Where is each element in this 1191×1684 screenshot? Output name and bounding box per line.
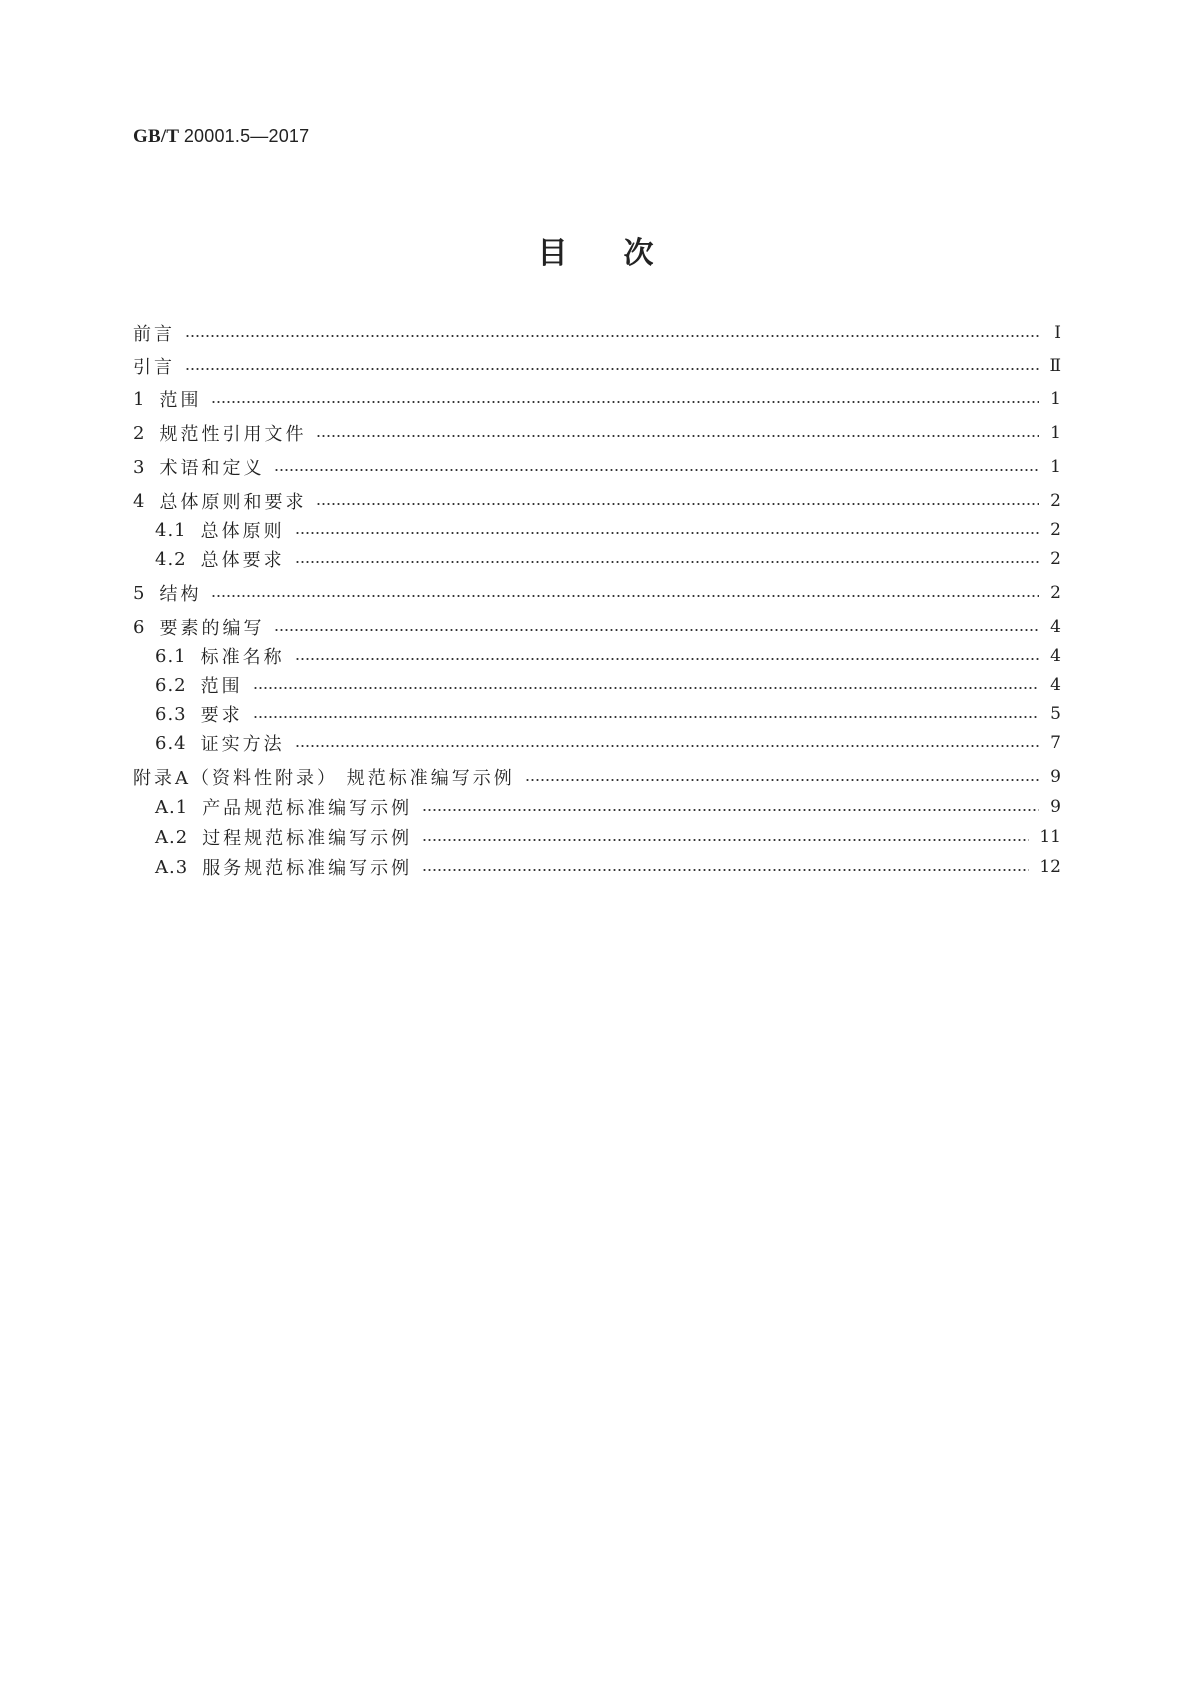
dot-leader: [295, 745, 1039, 747]
page-title: 目次: [537, 236, 710, 271]
toc-item-title: 前言: [133, 324, 175, 345]
toc-item-number: 6.4: [155, 732, 187, 754]
dot-leader: [274, 469, 1039, 471]
toc-item-page: 7: [1050, 733, 1061, 753]
toc-item-foreword[interactable]: [133, 320, 1061, 346]
toc-item-annex-a[interactable]: [133, 764, 1061, 790]
toc-item-number: 6.1: [155, 645, 187, 667]
toc-item-4[interactable]: [133, 488, 1061, 514]
toc-item-1[interactable]: [133, 386, 1061, 412]
toc-item-page: 11: [1039, 827, 1061, 847]
toc-item-page: 1: [1050, 423, 1061, 443]
toc-item-number: 2: [133, 422, 146, 444]
toc-item-title: 总体原则: [200, 521, 285, 542]
toc-item-title: 附录A（资料性附录） 规范标准编写示例: [133, 768, 515, 789]
toc-item-6-2[interactable]: [155, 672, 1061, 698]
standard-prefix: GB/T: [133, 126, 179, 147]
toc-item-title: 产品规范标准编写示例: [202, 798, 413, 819]
toc-item-page: 2: [1050, 549, 1061, 569]
toc-item-page: Ⅰ: [1054, 323, 1061, 343]
toc-item-number: 6: [133, 616, 146, 638]
toc-item-title: 要素的编写: [159, 618, 265, 639]
dot-leader: [422, 809, 1039, 811]
toc-item-6-1[interactable]: [155, 643, 1061, 669]
toc-item-title: 过程规范标准编写示例: [202, 828, 413, 849]
toc-item-page: 2: [1050, 491, 1061, 511]
toc-item-page: 9: [1050, 767, 1061, 787]
toc-item-page: 1: [1050, 389, 1061, 409]
toc-item-number: A.2: [155, 826, 189, 848]
toc-item-page: 2: [1050, 520, 1061, 540]
toc-item-page: Ⅱ: [1049, 356, 1061, 376]
toc-item-title: 要求: [200, 705, 243, 726]
toc-item-number: 6.3: [155, 703, 187, 725]
toc-item-title: 规范性引用文件: [159, 424, 307, 445]
dot-leader: [316, 435, 1039, 437]
toc-item-page: 4: [1050, 675, 1061, 695]
toc-item-title: 范围: [200, 676, 243, 697]
toc-item-page: 4: [1050, 646, 1061, 666]
toc-item-number: 5: [133, 582, 146, 604]
toc-item-page: 2: [1050, 583, 1061, 603]
toc-item-number: A.1: [155, 796, 189, 818]
dot-leader: [422, 839, 1029, 841]
toc-item-title: 范围: [159, 390, 202, 411]
toc-item-5[interactable]: [133, 580, 1061, 606]
toc-item-6[interactable]: [133, 614, 1061, 640]
document-code: [133, 126, 309, 148]
toc-item-title: 引言: [133, 357, 175, 378]
toc-item-number: 4.2: [155, 548, 187, 570]
toc-item-number: 1: [133, 388, 146, 410]
dot-leader: [211, 595, 1039, 597]
toc-item-4-2[interactable]: [155, 546, 1061, 572]
dot-leader: [211, 401, 1039, 403]
toc-item-page: 12: [1039, 857, 1061, 877]
toc-item-page: 1: [1050, 457, 1061, 477]
toc-item-title: 术语和定义: [159, 458, 265, 479]
standard-number: 20001.5—2017: [183, 126, 310, 146]
toc-item-a-1[interactable]: [155, 794, 1061, 820]
toc-item-title: 证实方法: [200, 734, 285, 755]
dot-leader: [316, 503, 1039, 505]
toc-item-3[interactable]: [133, 454, 1061, 480]
toc-item-number: 4.1: [155, 519, 187, 541]
toc-item-page: 4: [1050, 617, 1061, 637]
toc-item-number: A.3: [155, 856, 189, 878]
dot-leader: [525, 779, 1039, 781]
dot-leader: [295, 532, 1039, 534]
dot-leader: [253, 716, 1039, 718]
toc-item-title: 服务规范标准编写示例: [202, 858, 413, 879]
toc-item-4-1[interactable]: [155, 517, 1061, 543]
dot-leader: [295, 561, 1039, 563]
toc-item-title: 总体原则和要求: [159, 492, 307, 513]
dot-leader: [422, 869, 1029, 871]
toc-item-introduction[interactable]: [133, 353, 1061, 379]
toc-item-6-4[interactable]: [155, 730, 1061, 756]
toc-item-title: 结构: [159, 584, 202, 605]
toc-item-a-3[interactable]: [155, 854, 1061, 880]
toc-item-page: 5: [1050, 704, 1061, 724]
dot-leader: [253, 687, 1039, 689]
dot-leader: [295, 658, 1039, 660]
toc-item-number: 4: [133, 490, 146, 512]
toc-item-6-3[interactable]: [155, 701, 1061, 727]
dot-leader: [185, 335, 1039, 337]
toc-item-number: 3: [133, 456, 146, 478]
toc-item-2[interactable]: [133, 420, 1061, 446]
dot-leader: [185, 368, 1039, 370]
toc-item-a-2[interactable]: [155, 824, 1061, 850]
toc-item-number: 6.2: [155, 674, 187, 696]
toc-item-page: 9: [1050, 797, 1061, 817]
dot-leader: [274, 629, 1039, 631]
toc-item-title: 总体要求: [200, 550, 285, 571]
toc-item-title: 标准名称: [200, 647, 285, 668]
